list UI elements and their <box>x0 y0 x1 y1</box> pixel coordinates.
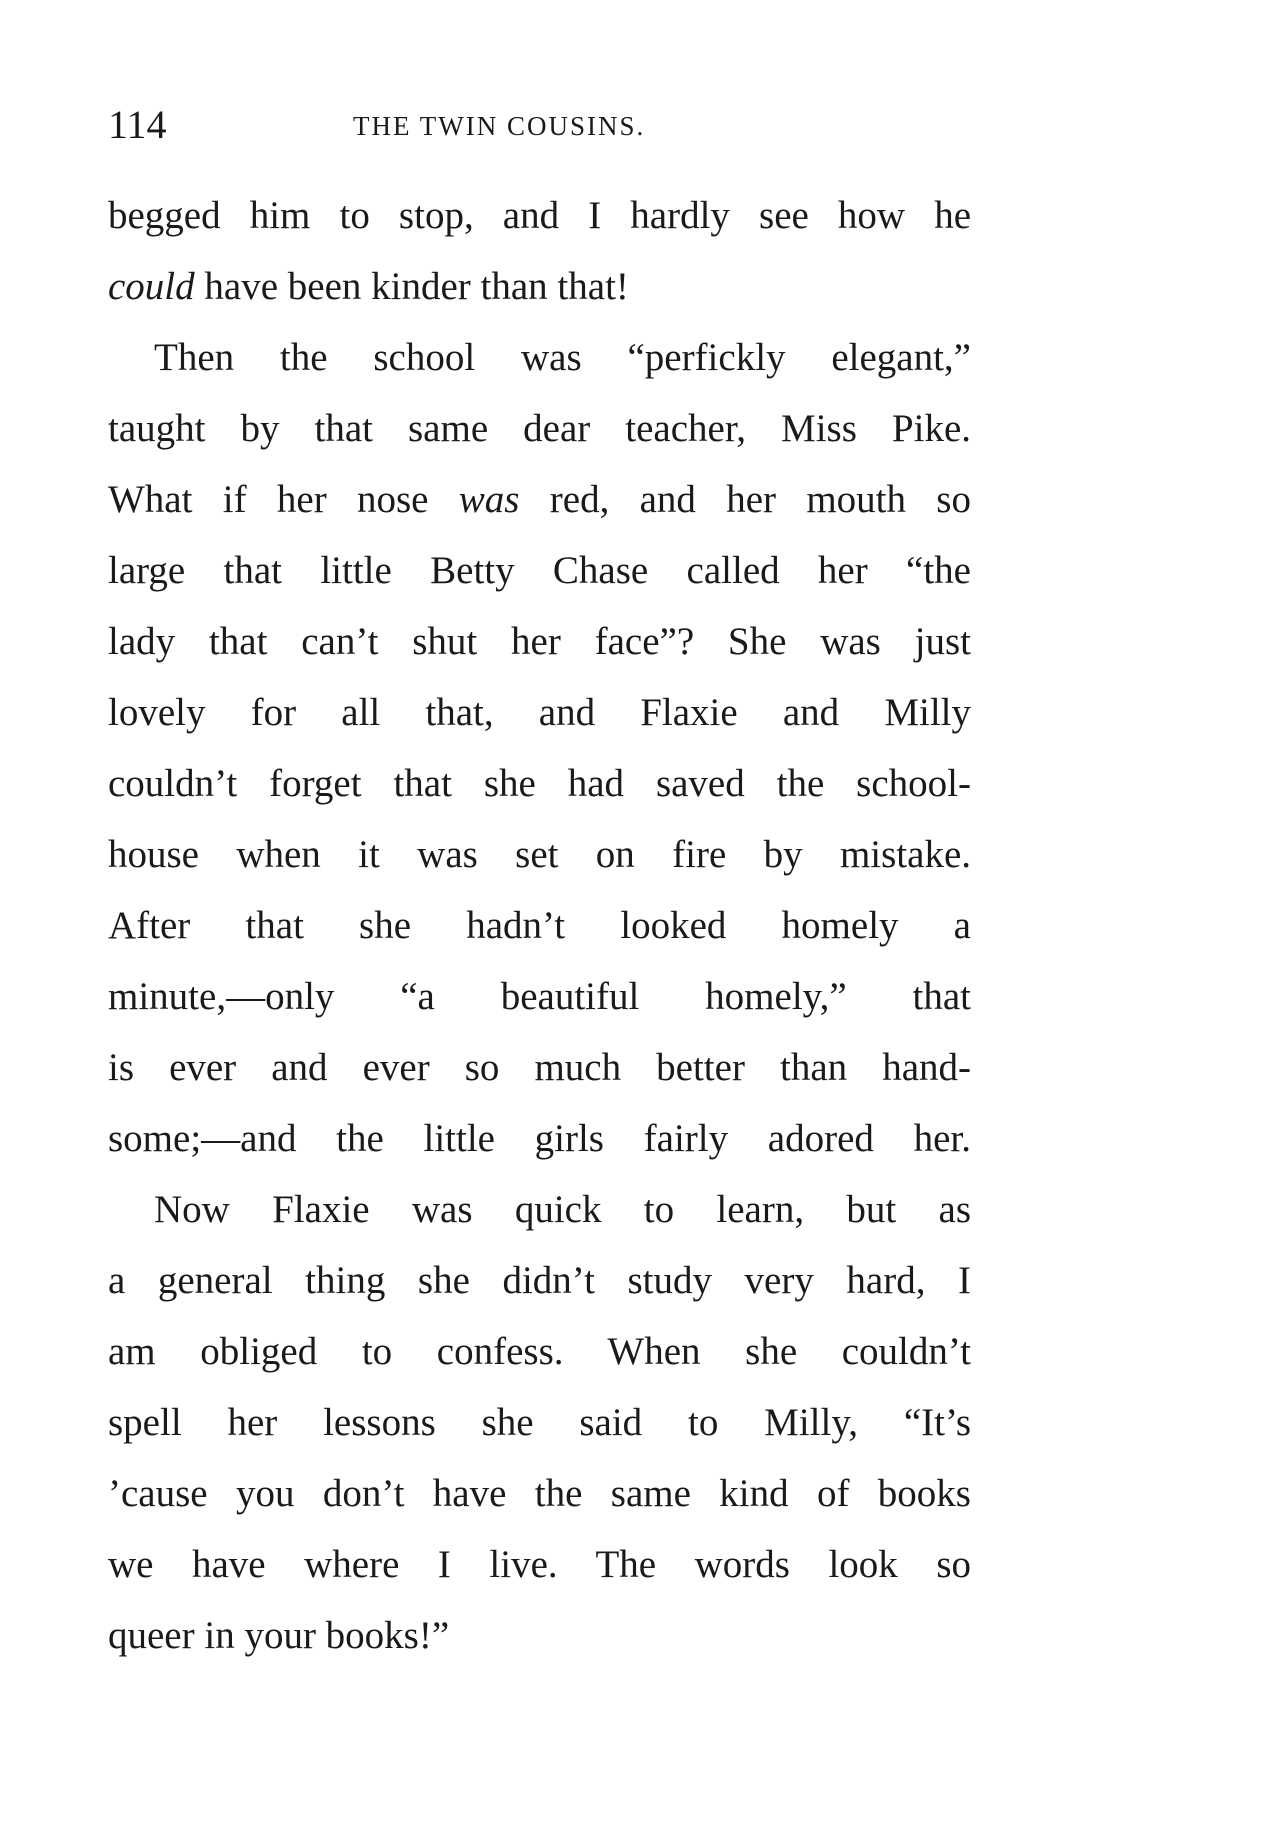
text-line: some;—and the little girls fairly adored her. <box>108 1117 971 1160</box>
text-line: could have been kinder than that! <box>108 265 629 308</box>
paragraph <box>108 1174 971 1671</box>
page-number: 114 <box>108 102 167 147</box>
text-line: lovely for all that, and Flaxie and Milly <box>108 691 971 734</box>
text-line: ’cause you don’t have the same kind of books <box>108 1472 971 1515</box>
text-line: a general thing she didn’t study very hard, I <box>108 1259 971 1302</box>
text-line: couldn’t forget that she had saved the school- <box>108 762 971 805</box>
italic-word: was <box>458 478 520 521</box>
text-line: large that little Betty Chase called her “the <box>108 549 971 592</box>
paragraph <box>108 322 971 1174</box>
text-line: After that she hadn’t looked homely a <box>108 904 971 947</box>
body-text <box>108 180 971 1671</box>
text-line: begged him to stop, and I hardly see how he <box>108 194 971 237</box>
text-line: spell her lessons she said to Milly, “It’s <box>108 1401 971 1444</box>
running-title: THE TWIN COUSINS. <box>353 111 646 141</box>
text-line: What if her nose was red, and her mouth so <box>108 478 971 521</box>
text-line: taught by that same dear teacher, Miss Pike. <box>108 407 971 450</box>
text-line: Then the school was “perfickly elegant,” <box>154 336 971 379</box>
text-line: Now Flaxie was quick to learn, but as <box>154 1188 971 1231</box>
text-line: queer in your books!” <box>108 1614 450 1657</box>
text-line: house when it was set on fire by mistake. <box>108 833 971 876</box>
text-line: lady that can’t shut her face”? She was just <box>108 620 971 663</box>
page-header <box>108 100 978 150</box>
paragraph <box>108 180 971 322</box>
text-line: is ever and ever so much better than hand- <box>108 1046 971 1089</box>
text-line: minute,—only “a beautiful homely,” that <box>108 975 971 1018</box>
text-line: we have where I live. The words look so <box>108 1543 971 1586</box>
italic-word: could <box>108 265 195 308</box>
text-line: am obliged to confess. When she couldn’t <box>108 1330 971 1373</box>
